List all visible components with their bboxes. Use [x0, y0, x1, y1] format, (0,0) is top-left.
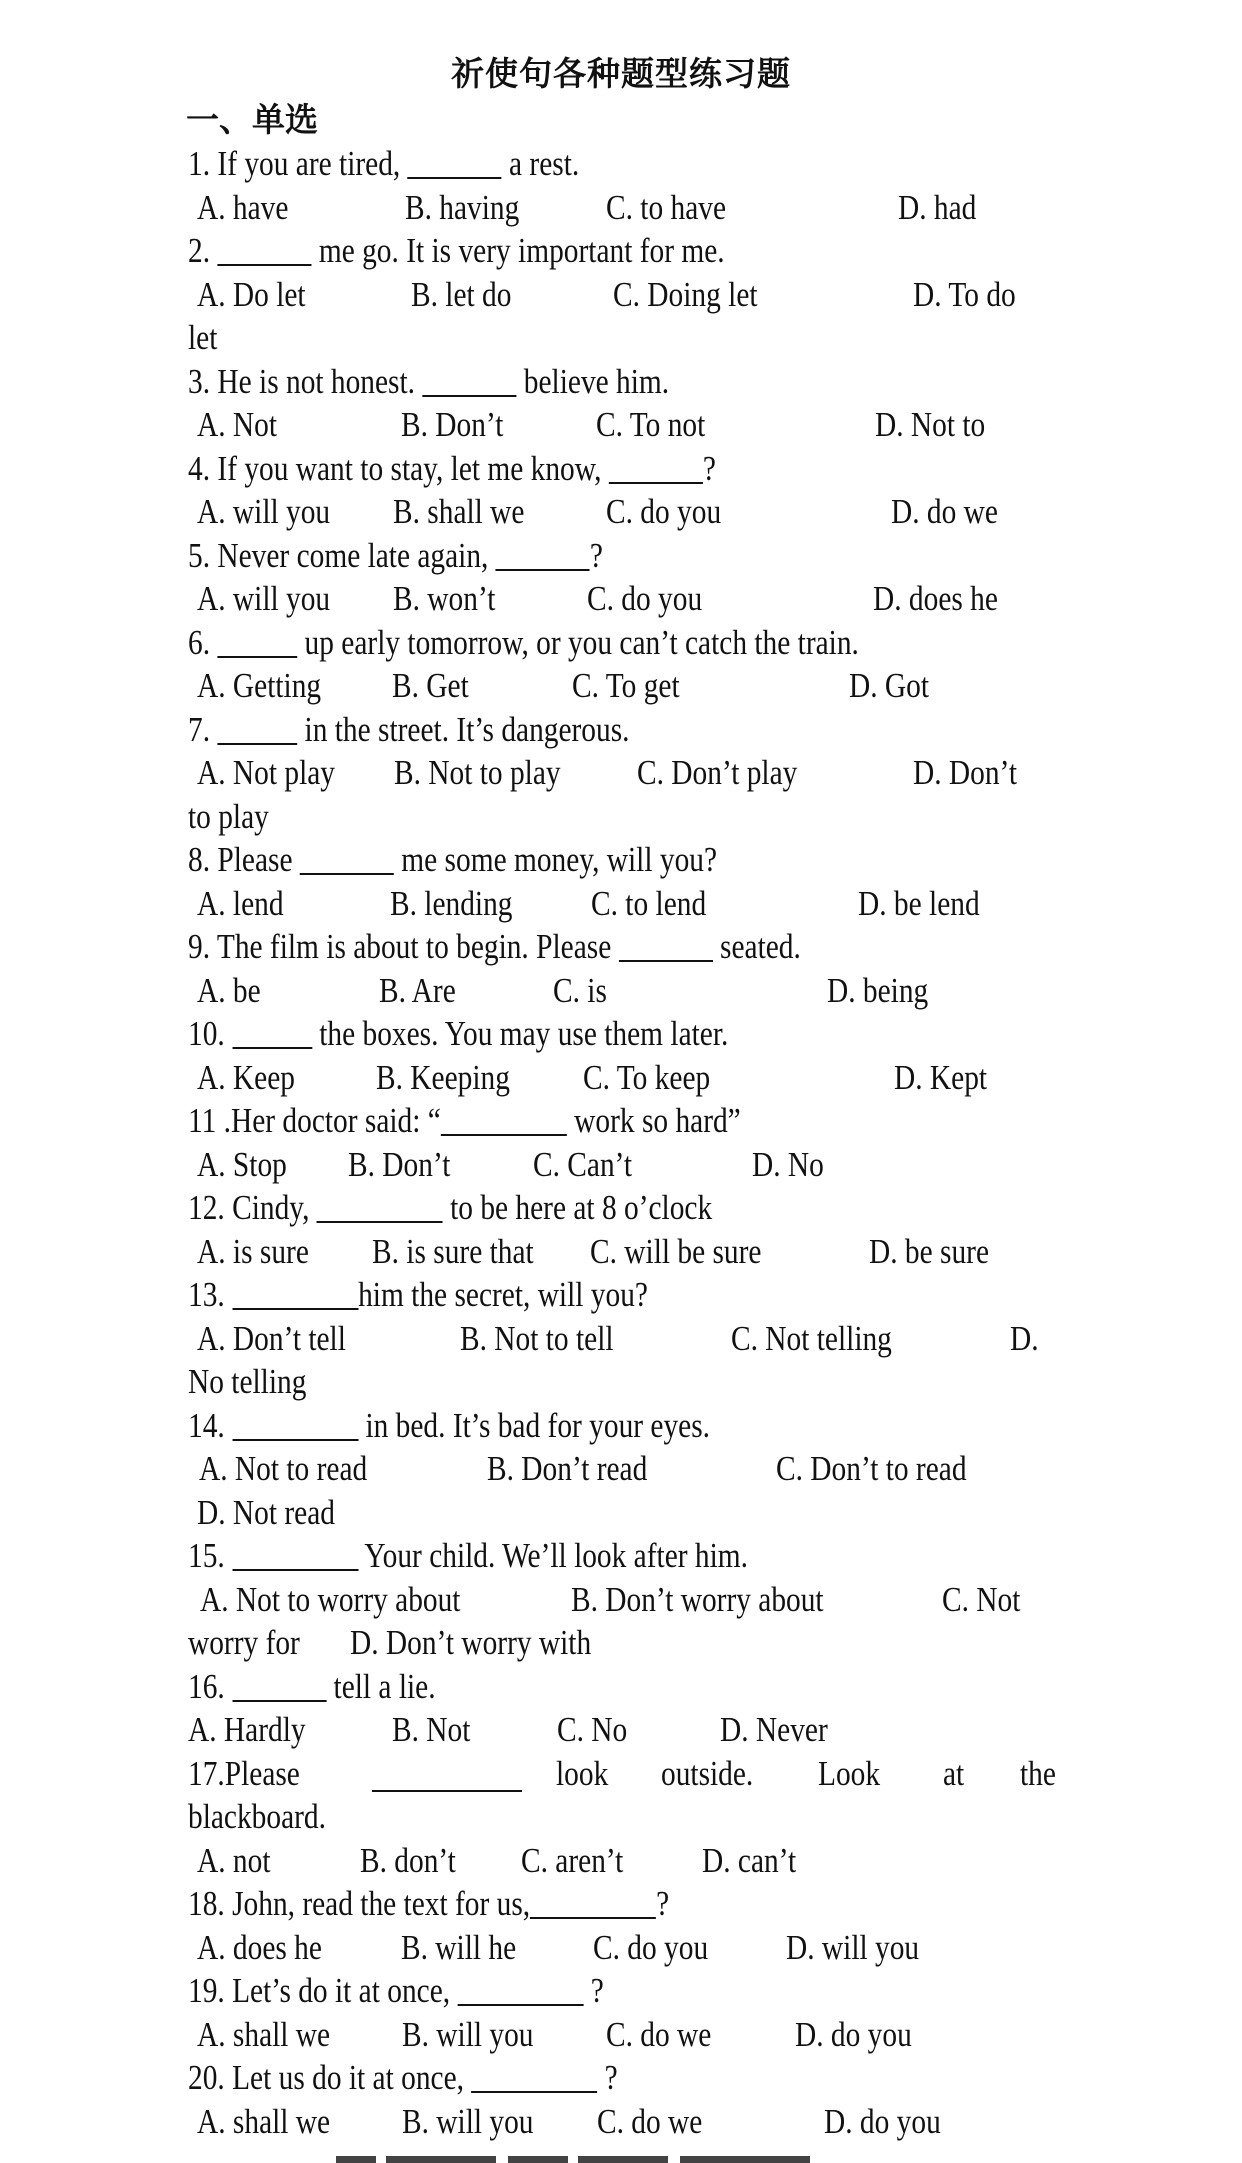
- question-text: work so hard”: [574, 1101, 741, 1140]
- answer-blank: [232, 1409, 358, 1441]
- option-c: C. do you: [606, 492, 722, 531]
- option-a: A. is sure: [197, 1232, 309, 1271]
- question-text: seated.: [720, 927, 801, 966]
- question-word: outside.: [661, 1754, 754, 1793]
- option-c-wrap: worry for: [188, 1623, 300, 1662]
- question-text: to be here at 8 o’clock: [450, 1188, 713, 1227]
- answer-blank: [232, 1278, 358, 1310]
- option-c: C. do we: [606, 2015, 712, 2054]
- question-text: 1. If you are tired,: [188, 144, 401, 183]
- option-b: B. let do: [411, 275, 512, 314]
- option-c: C. do you: [593, 1928, 709, 1967]
- option-c: C. No: [557, 1710, 628, 1749]
- question-12: [188, 1188, 712, 1228]
- option-a: A. Keep: [197, 1058, 295, 1097]
- option-c: C. do we: [597, 2102, 703, 2141]
- answer-blank: [232, 1017, 312, 1049]
- option-d: D. will you: [786, 1928, 920, 1967]
- question-13: [188, 1275, 648, 1315]
- question-word: the: [1020, 1754, 1056, 1793]
- question-18: [188, 1884, 669, 1924]
- option-b: B. Don’t read: [487, 1449, 648, 1488]
- option-a: A. Not to read: [199, 1449, 368, 1488]
- question-text: 4. If you want to stay, let me know,: [188, 449, 602, 488]
- option-d: D. be lend: [858, 884, 980, 923]
- question-text: ?: [590, 1971, 604, 2010]
- question-11: [188, 1101, 741, 1141]
- option-b: B. Don’t: [401, 405, 504, 444]
- question-text: ?: [589, 536, 603, 575]
- question-word: at: [943, 1754, 965, 1793]
- question-text: me some money, will you?: [401, 840, 718, 879]
- option-b: B. lending: [390, 884, 513, 923]
- answer-blank: [457, 1974, 583, 2006]
- question-text: 11 .Her doctor said: “: [188, 1101, 441, 1140]
- option-d-wrap: let: [188, 318, 218, 357]
- question-text: 13.: [188, 1275, 225, 1314]
- question-text: 12. Cindy,: [188, 1188, 310, 1227]
- option-d: D.: [1010, 1319, 1039, 1358]
- answer-blank: [422, 365, 516, 397]
- section-heading: 一、单选: [186, 100, 318, 139]
- question-19: [188, 1971, 604, 2011]
- option-d: D. being: [827, 971, 929, 1010]
- option-b: B. Not to play: [394, 753, 561, 792]
- option-b: B. Are: [379, 971, 456, 1010]
- option-c: C. Not: [942, 1580, 1021, 1619]
- option-d: D. Kept: [894, 1058, 988, 1097]
- answer-blank: [619, 930, 713, 962]
- question-text: in bed. It’s bad for your eyes.: [365, 1406, 711, 1445]
- answer-blank: [217, 713, 297, 745]
- question-text: 18. John, read the text for us,: [188, 1884, 531, 1923]
- option-c: C. Don’t play: [637, 753, 798, 792]
- answer-blank: [232, 1539, 358, 1571]
- cropped-next-line: [186, 2146, 1242, 2163]
- option-d-wrap: to play: [188, 797, 269, 836]
- question-text: 15.: [188, 1536, 225, 1575]
- cropped-text-fragment: [336, 2156, 376, 2163]
- option-b: B. won’t: [393, 579, 496, 618]
- option-d: D. does he: [873, 579, 998, 618]
- option-c: C. To not: [596, 405, 706, 444]
- question-text: ?: [656, 1884, 670, 1923]
- option-b: B. Not to tell: [460, 1319, 614, 1358]
- answer-blank: [496, 539, 590, 571]
- cropped-text-fragment: [386, 2156, 496, 2163]
- option-c: C. will be sure: [590, 1232, 762, 1271]
- option-a: A. shall we: [197, 2015, 331, 2054]
- question-7: [188, 710, 630, 750]
- option-b: B. is sure that: [372, 1232, 534, 1271]
- question-17-wrap: blackboard.: [188, 1797, 326, 1836]
- question-text: a rest.: [509, 144, 580, 183]
- question-20: [188, 2058, 618, 2098]
- option-a: A. Stop: [197, 1145, 287, 1184]
- question-text: 16.: [188, 1667, 225, 1706]
- question-1: [188, 144, 579, 184]
- option-a: A. Do let: [197, 275, 306, 314]
- answer-blank: [408, 147, 502, 179]
- question-text: 7.: [188, 710, 211, 749]
- answer-blank: [232, 1670, 326, 1702]
- option-d: D. No: [752, 1145, 824, 1184]
- question-text: 3. He is not honest.: [188, 362, 416, 401]
- question-text: me go. It is very important for me.: [318, 231, 725, 270]
- option-d: D. do we: [891, 492, 998, 531]
- question-text: 19. Let’s do it at once,: [188, 1971, 451, 2010]
- question-text: 8. Please: [188, 840, 293, 879]
- question-word: look: [556, 1754, 609, 1793]
- option-b: B. will he: [401, 1928, 517, 1967]
- question-text: in the street. It’s dangerous.: [304, 710, 630, 749]
- option-d-wrap: No telling: [188, 1362, 307, 1401]
- question-text: 6.: [188, 623, 211, 662]
- question-17-lead: 17.Please: [188, 1754, 300, 1793]
- question-text: him the secret, will you?: [358, 1275, 648, 1314]
- option-d: D. do you: [824, 2102, 941, 2141]
- question-10: [188, 1014, 728, 1054]
- option-b: B. Don’t worry about: [571, 1580, 824, 1619]
- answer-blank: [317, 1191, 443, 1223]
- question-15: [188, 1536, 748, 1576]
- document-title: 祈使句各种题型练习题: [451, 54, 791, 93]
- option-b: B. Not: [392, 1710, 471, 1749]
- question-text: 2.: [188, 231, 211, 270]
- question-word: Look: [818, 1754, 881, 1793]
- option-d: D. do you: [795, 2015, 912, 2054]
- question-text: 14.: [188, 1406, 225, 1445]
- option-d: D. Not to: [875, 405, 986, 444]
- answer-blank: [471, 2061, 597, 2093]
- option-a: A. not: [197, 1841, 271, 1880]
- option-a: A. lend: [197, 884, 284, 923]
- option-c: C. Not telling: [731, 1319, 892, 1358]
- question-8: [188, 840, 717, 880]
- question-3: [188, 362, 669, 402]
- option-a: A. be: [197, 971, 261, 1010]
- question-14: [188, 1406, 710, 1446]
- option-a: A. have: [197, 188, 289, 227]
- option-a: A. will you: [197, 579, 331, 618]
- option-d: D. Not read: [197, 1493, 335, 1532]
- option-a: A. does he: [197, 1928, 322, 1967]
- answer-blank: [300, 843, 394, 875]
- option-d: D. Don’t: [913, 753, 1018, 792]
- option-a: A. Not: [197, 405, 278, 444]
- option-d: D. Don’t worry with: [350, 1623, 592, 1662]
- question-text: up early tomorrow, or you can’t catch the train.: [304, 623, 859, 662]
- option-b: B. Keeping: [376, 1058, 510, 1097]
- option-c: C. to have: [606, 188, 727, 227]
- option-c: C. is: [553, 971, 607, 1010]
- question-text: ?: [702, 449, 716, 488]
- question-text: Your child. We’ll look after him.: [364, 1536, 748, 1575]
- option-d: D. Never: [720, 1710, 828, 1749]
- option-d: D. had: [898, 188, 977, 227]
- answer-blank: [530, 1887, 656, 1919]
- option-a: A. shall we: [197, 2102, 331, 2141]
- option-c: C. To keep: [583, 1058, 711, 1097]
- cropped-text-fragment: [578, 2156, 668, 2163]
- option-c: C. aren’t: [521, 1841, 624, 1880]
- option-c: C. do you: [587, 579, 703, 618]
- question-5: [188, 536, 603, 576]
- question-16: [188, 1667, 436, 1707]
- option-c: C. Doing let: [613, 275, 758, 314]
- question-4: [188, 449, 716, 489]
- answer-blank: [217, 234, 311, 266]
- option-c: C. To get: [572, 666, 680, 705]
- option-d: D. be sure: [869, 1232, 990, 1271]
- question-text: 20. Let us do it at once,: [188, 2058, 464, 2097]
- question-9: [188, 927, 801, 967]
- cropped-text-fragment: [508, 2156, 568, 2163]
- answer-blank: [217, 626, 297, 658]
- option-b: B. shall we: [393, 492, 525, 531]
- option-a: A. Not to worry about: [200, 1580, 461, 1619]
- option-b: B. Don’t: [348, 1145, 451, 1184]
- answer-blank: [372, 1760, 522, 1792]
- question-text: ?: [604, 2058, 618, 2097]
- option-b: B. Get: [392, 666, 469, 705]
- question-text: 5. Never come late again,: [188, 536, 489, 575]
- option-a: A. Don’t tell: [197, 1319, 346, 1358]
- option-a: A. Hardly: [188, 1710, 306, 1749]
- option-c: C. Don’t to read: [776, 1449, 967, 1488]
- cropped-text-fragment: [680, 2156, 810, 2163]
- question-6: [188, 623, 859, 663]
- option-d: D. Got: [849, 666, 930, 705]
- question-text: tell a lie.: [333, 1667, 436, 1706]
- question-2: [188, 231, 725, 271]
- option-d: D. can’t: [702, 1841, 797, 1880]
- option-c: C. Can’t: [533, 1145, 633, 1184]
- option-b: B. will you: [402, 2015, 534, 2054]
- question-text: 9. The film is about to begin. Please: [188, 927, 612, 966]
- question-text: the boxes. You may use them later.: [319, 1014, 729, 1053]
- question-text: 10.: [188, 1014, 225, 1053]
- question-text: believe him.: [523, 362, 670, 401]
- option-a: A. Not play: [197, 753, 336, 792]
- option-d: D. To do: [913, 275, 1016, 314]
- option-b: B. don’t: [360, 1841, 456, 1880]
- option-a: A. will you: [197, 492, 331, 531]
- option-b: B. having: [405, 188, 520, 227]
- option-c: C. to lend: [591, 884, 707, 923]
- option-a: A. Getting: [197, 666, 322, 705]
- answer-blank: [441, 1104, 567, 1136]
- answer-blank: [609, 452, 703, 484]
- option-b: B. will you: [402, 2102, 534, 2141]
